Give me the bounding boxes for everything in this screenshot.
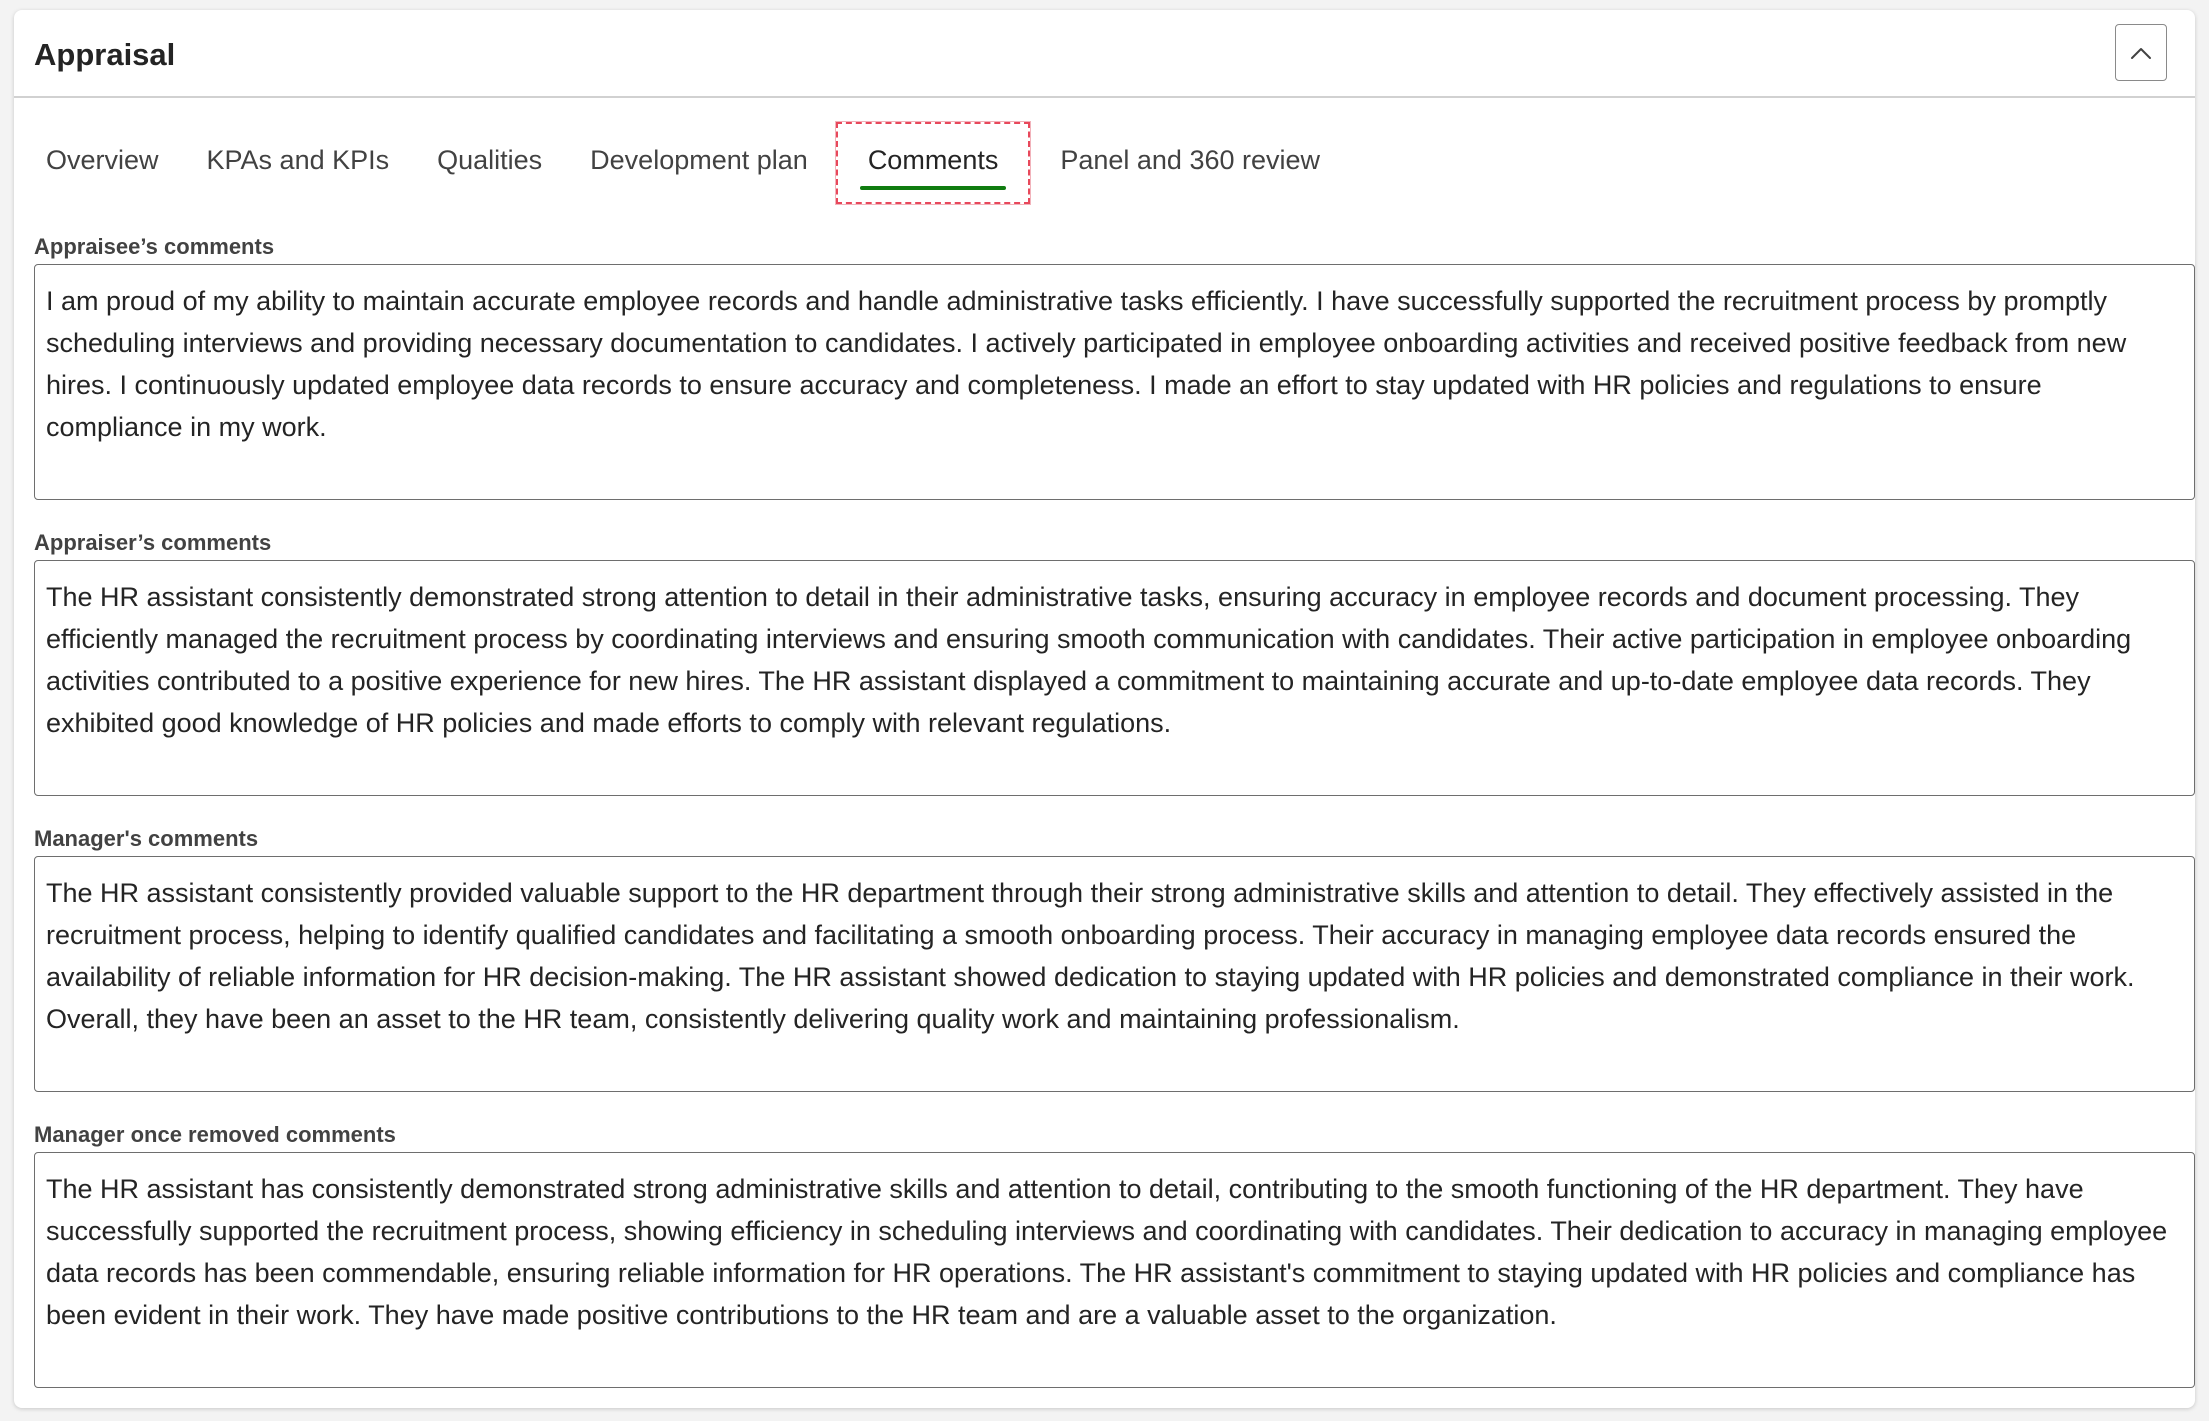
appraiser-comments-input[interactable]: The HR assistant consistently demonstrated strong attention to detail in their administrative tasks, ensuring accuracy in employee records and document processing. They efficiently managed the recruitment process by coordinating interviews and ensuring smooth communication with candidates. Their active participation in employee onboarding activities contributed to a positive experience for new hires. The HR assistant displayed a commitment to maintaining accurate and up-to-date employee data records. They exhibited good knowledge of HR policies and made efforts to comply with relevant regulations. <box>34 560 2195 796</box>
manager-comments-label: Manager's comments <box>34 826 259 851</box>
chevron-up-icon <box>2130 46 2152 60</box>
tab-development-plan[interactable]: Development plan <box>590 145 808 175</box>
collapse-button[interactable] <box>2115 24 2167 81</box>
selected-tab-indicator <box>860 186 1007 190</box>
tab-panel-and-360-review[interactable]: Panel and 360 review <box>1060 145 1321 175</box>
manager-comments-input[interactable]: The HR assistant consistently provided valuable support to the HR department through their strong administrative skills and attention to detail. They effectively assisted in the recruitment process, helping to identify qualified candidates and facilitating a smooth onboarding process. Their accuracy in managing employee data records ensured the availability of reliable information for HR decision-making. The HR assistant showed dedication to staying updated with HR policies and demonstrated compliance in their work. Overall, they have been an asset to the HR team, consistently delivering quality work and maintaining professionalism. <box>34 856 2195 1092</box>
appraisee-comments-label: Appraisee’s comments <box>34 234 275 259</box>
appraisal-header <box>14 10 2195 98</box>
section-title: Appraisal <box>34 37 176 72</box>
tab-list <box>34 122 1344 202</box>
tab-comments-label: Comments <box>867 145 999 175</box>
appraisal-card <box>14 10 2195 1408</box>
tab-overview[interactable]: Overview <box>46 145 159 175</box>
appraiser-comments-field <box>34 528 2195 796</box>
manager-once-removed-comments-label: Manager once removed comments <box>34 1122 396 1147</box>
tab-comments[interactable] <box>836 122 1031 204</box>
manager-once-removed-comments-field <box>34 1120 2195 1388</box>
manager-once-removed-comments-input[interactable]: The HR assistant has consistently demonstrated strong administrative skills and attention to detail, contributing to the smooth functioning of the HR department. They have successfully supported the recruitment process, showing efficiency in scheduling interviews and coordinating with candidates. Their dedication to accuracy in managing employee data records has been commendable, ensuring reliable information for HR operations. The HR assistant's commitment to staying updated with HR policies and compliance has been evident in their work. They have made positive contributions to the HR team and are a valuable asset to the organization. <box>34 1152 2195 1388</box>
tab-qualities[interactable]: Qualities <box>437 145 543 175</box>
manager-comments-field <box>34 824 2195 1092</box>
appraisee-comments-input[interactable]: I am proud of my ability to maintain accurate employee records and handle administrative tasks efficiently. I have successfully supported the recruitment process by promptly scheduling interviews and providing necessary documentation to candidates. I actively participated in employee onboarding activities and received positive feedback from new hires. I continuously updated employee data records to ensure accuracy and completeness. I made an effort to stay updated with HR policies and regulations to ensure compliance in my work. <box>34 264 2195 500</box>
appraisee-comments-field <box>34 232 2195 500</box>
appraiser-comments-label: Appraiser’s comments <box>34 530 272 555</box>
tab-kpas-and-kpis[interactable]: KPAs and KPIs <box>206 145 390 175</box>
